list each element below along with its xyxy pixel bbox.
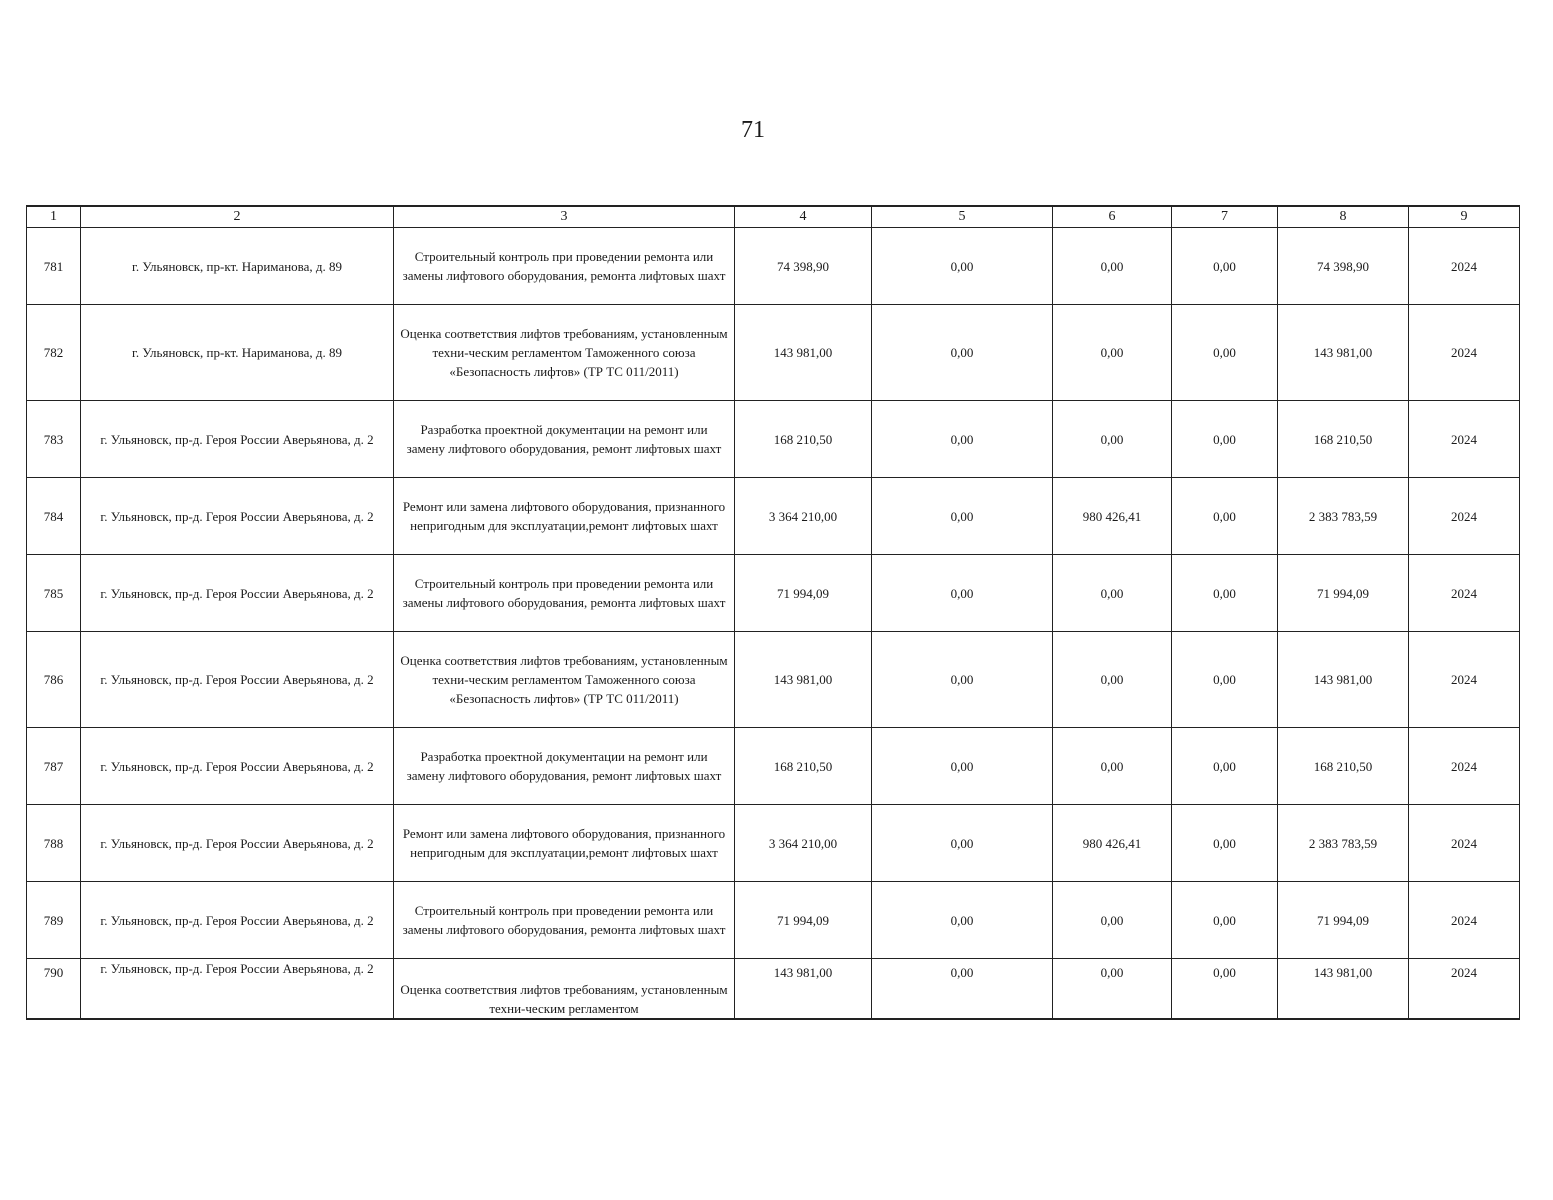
year-cell: 2024 <box>1409 555 1520 632</box>
column-header: 7 <box>1172 206 1278 228</box>
column-5-cell: 0,00 <box>872 882 1053 959</box>
total-cost-cell: 168 210,50 <box>735 401 872 478</box>
column-8-cell: 2 383 783,59 <box>1278 805 1409 882</box>
column-5-cell: 0,00 <box>872 632 1053 728</box>
column-header: 4 <box>735 206 872 228</box>
column-5-cell: 0,00 <box>872 401 1053 478</box>
row-number: 787 <box>27 728 81 805</box>
total-cost-cell: 3 364 210,00 <box>735 478 872 555</box>
column-5-cell: 0,00 <box>872 959 1053 1020</box>
work-type-cell: Оценка соответствия лифтов требованиям, установленным техни-ческим регламентом Таможенного союза «Безопасность лифтов» (ТР ТС 011/2011) <box>394 305 735 401</box>
column-header: 6 <box>1053 206 1172 228</box>
column-7-cell: 0,00 <box>1172 632 1278 728</box>
column-8-cell: 168 210,50 <box>1278 728 1409 805</box>
total-cost-cell: 168 210,50 <box>735 728 872 805</box>
column-6-cell: 0,00 <box>1053 959 1172 1020</box>
column-header: 1 <box>27 206 81 228</box>
column-7-cell: 0,00 <box>1172 805 1278 882</box>
column-8-cell: 2 383 783,59 <box>1278 478 1409 555</box>
table-row <box>27 305 1520 401</box>
column-8-cell: 143 981,00 <box>1278 959 1409 1020</box>
row-number: 786 <box>27 632 81 728</box>
total-cost-cell: 74 398,90 <box>735 228 872 305</box>
column-6-cell: 0,00 <box>1053 401 1172 478</box>
column-8-cell: 71 994,09 <box>1278 555 1409 632</box>
work-type-cell: Строительный контроль при проведении ремонта или замены лифтового оборудования, ремонта лифтовых шахт <box>394 555 735 632</box>
table-row <box>27 228 1520 305</box>
year-cell: 2024 <box>1409 478 1520 555</box>
total-cost-cell: 143 981,00 <box>735 959 872 1020</box>
column-6-cell: 0,00 <box>1053 555 1172 632</box>
header-row <box>27 206 1520 228</box>
total-cost-cell: 143 981,00 <box>735 632 872 728</box>
row-number: 788 <box>27 805 81 882</box>
year-cell: 2024 <box>1409 305 1520 401</box>
table-row <box>27 401 1520 478</box>
column-7-cell: 0,00 <box>1172 959 1278 1020</box>
total-cost-cell: 71 994,09 <box>735 555 872 632</box>
works-table <box>26 205 1520 1020</box>
address-cell: г. Ульяновск, пр-кт. Нариманова, д. 89 <box>81 305 394 401</box>
column-8-cell: 71 994,09 <box>1278 882 1409 959</box>
column-7-cell: 0,00 <box>1172 478 1278 555</box>
row-number: 789 <box>27 882 81 959</box>
total-cost-cell: 143 981,00 <box>735 305 872 401</box>
work-type-cell: Оценка соответствия лифтов требованиям, установленным техни-ческим регламентом Таможенного союза «Безопасность лифтов» (ТР ТС 011/2011) <box>394 632 735 728</box>
column-5-cell: 0,00 <box>872 805 1053 882</box>
column-header: 9 <box>1409 206 1520 228</box>
address-cell: г. Ульяновск, пр-д. Героя России Аверьянова, д. 2 <box>81 959 394 1020</box>
column-6-cell: 980 426,41 <box>1053 478 1172 555</box>
total-cost-cell: 3 364 210,00 <box>735 805 872 882</box>
column-5-cell: 0,00 <box>872 555 1053 632</box>
table-row <box>27 478 1520 555</box>
column-5-cell: 0,00 <box>872 728 1053 805</box>
table-row <box>27 728 1520 805</box>
column-header: 8 <box>1278 206 1409 228</box>
year-cell: 2024 <box>1409 401 1520 478</box>
column-7-cell: 0,00 <box>1172 401 1278 478</box>
row-number: 783 <box>27 401 81 478</box>
address-cell: г. Ульяновск, пр-д. Героя России Аверьянова, д. 2 <box>81 478 394 555</box>
column-8-cell: 143 981,00 <box>1278 305 1409 401</box>
work-type-cell: Разработка проектной документации на ремонт или замену лифтового оборудования, ремонт лифтовых шахт <box>394 728 735 805</box>
column-7-cell: 0,00 <box>1172 305 1278 401</box>
year-cell: 2024 <box>1409 959 1520 1020</box>
column-8-cell: 74 398,90 <box>1278 228 1409 305</box>
column-5-cell: 0,00 <box>872 305 1053 401</box>
column-6-cell: 0,00 <box>1053 305 1172 401</box>
table-row <box>27 805 1520 882</box>
work-type-cell: Оценка соответствия лифтов требованиям, установленным техни-ческим регламентом <box>394 959 735 1020</box>
year-cell: 2024 <box>1409 228 1520 305</box>
work-type-cell: Разработка проектной документации на ремонт или замену лифтового оборудования, ремонт лифтовых шахт <box>394 401 735 478</box>
table-row <box>27 555 1520 632</box>
column-6-cell: 0,00 <box>1053 632 1172 728</box>
column-header: 2 <box>81 206 394 228</box>
page-number: 71 <box>741 117 765 143</box>
work-type-cell: Ремонт или замена лифтового оборудования, признанного непригодным для эксплуатации,ремонт лифтовых шахт <box>394 805 735 882</box>
column-5-cell: 0,00 <box>872 228 1053 305</box>
row-number: 790 <box>27 959 81 1020</box>
table-row <box>27 959 1520 1020</box>
column-7-cell: 0,00 <box>1172 555 1278 632</box>
work-type-cell: Ремонт или замена лифтового оборудования, признанного непригодным для эксплуатации,ремонт лифтовых шахт <box>394 478 735 555</box>
year-cell: 2024 <box>1409 728 1520 805</box>
address-cell: г. Ульяновск, пр-д. Героя России Аверьянова, д. 2 <box>81 728 394 805</box>
column-8-cell: 168 210,50 <box>1278 401 1409 478</box>
column-7-cell: 0,00 <box>1172 882 1278 959</box>
row-number: 785 <box>27 555 81 632</box>
column-7-cell: 0,00 <box>1172 228 1278 305</box>
row-number: 782 <box>27 305 81 401</box>
column-6-cell: 0,00 <box>1053 228 1172 305</box>
address-cell: г. Ульяновск, пр-кт. Нариманова, д. 89 <box>81 228 394 305</box>
work-type-cell: Строительный контроль при проведении ремонта или замены лифтового оборудования, ремонта лифтовых шахт <box>394 882 735 959</box>
address-cell: г. Ульяновск, пр-д. Героя России Аверьянова, д. 2 <box>81 882 394 959</box>
column-8-cell: 143 981,00 <box>1278 632 1409 728</box>
column-6-cell: 0,00 <box>1053 728 1172 805</box>
column-6-cell: 980 426,41 <box>1053 805 1172 882</box>
row-number: 781 <box>27 228 81 305</box>
address-cell: г. Ульяновск, пр-д. Героя России Аверьянова, д. 2 <box>81 632 394 728</box>
column-6-cell: 0,00 <box>1053 882 1172 959</box>
total-cost-cell: 71 994,09 <box>735 882 872 959</box>
year-cell: 2024 <box>1409 882 1520 959</box>
address-cell: г. Ульяновск, пр-д. Героя России Аверьянова, д. 2 <box>81 805 394 882</box>
row-number: 784 <box>27 478 81 555</box>
column-header: 3 <box>394 206 735 228</box>
address-cell: г. Ульяновск, пр-д. Героя России Аверьянова, д. 2 <box>81 401 394 478</box>
year-cell: 2024 <box>1409 805 1520 882</box>
column-5-cell: 0,00 <box>872 478 1053 555</box>
column-7-cell: 0,00 <box>1172 728 1278 805</box>
year-cell: 2024 <box>1409 632 1520 728</box>
address-cell: г. Ульяновск, пр-д. Героя России Аверьянова, д. 2 <box>81 555 394 632</box>
table-row <box>27 882 1520 959</box>
column-header: 5 <box>872 206 1053 228</box>
table-row <box>27 632 1520 728</box>
work-type-cell: Строительный контроль при проведении ремонта или замены лифтового оборудования, ремонта лифтовых шахт <box>394 228 735 305</box>
